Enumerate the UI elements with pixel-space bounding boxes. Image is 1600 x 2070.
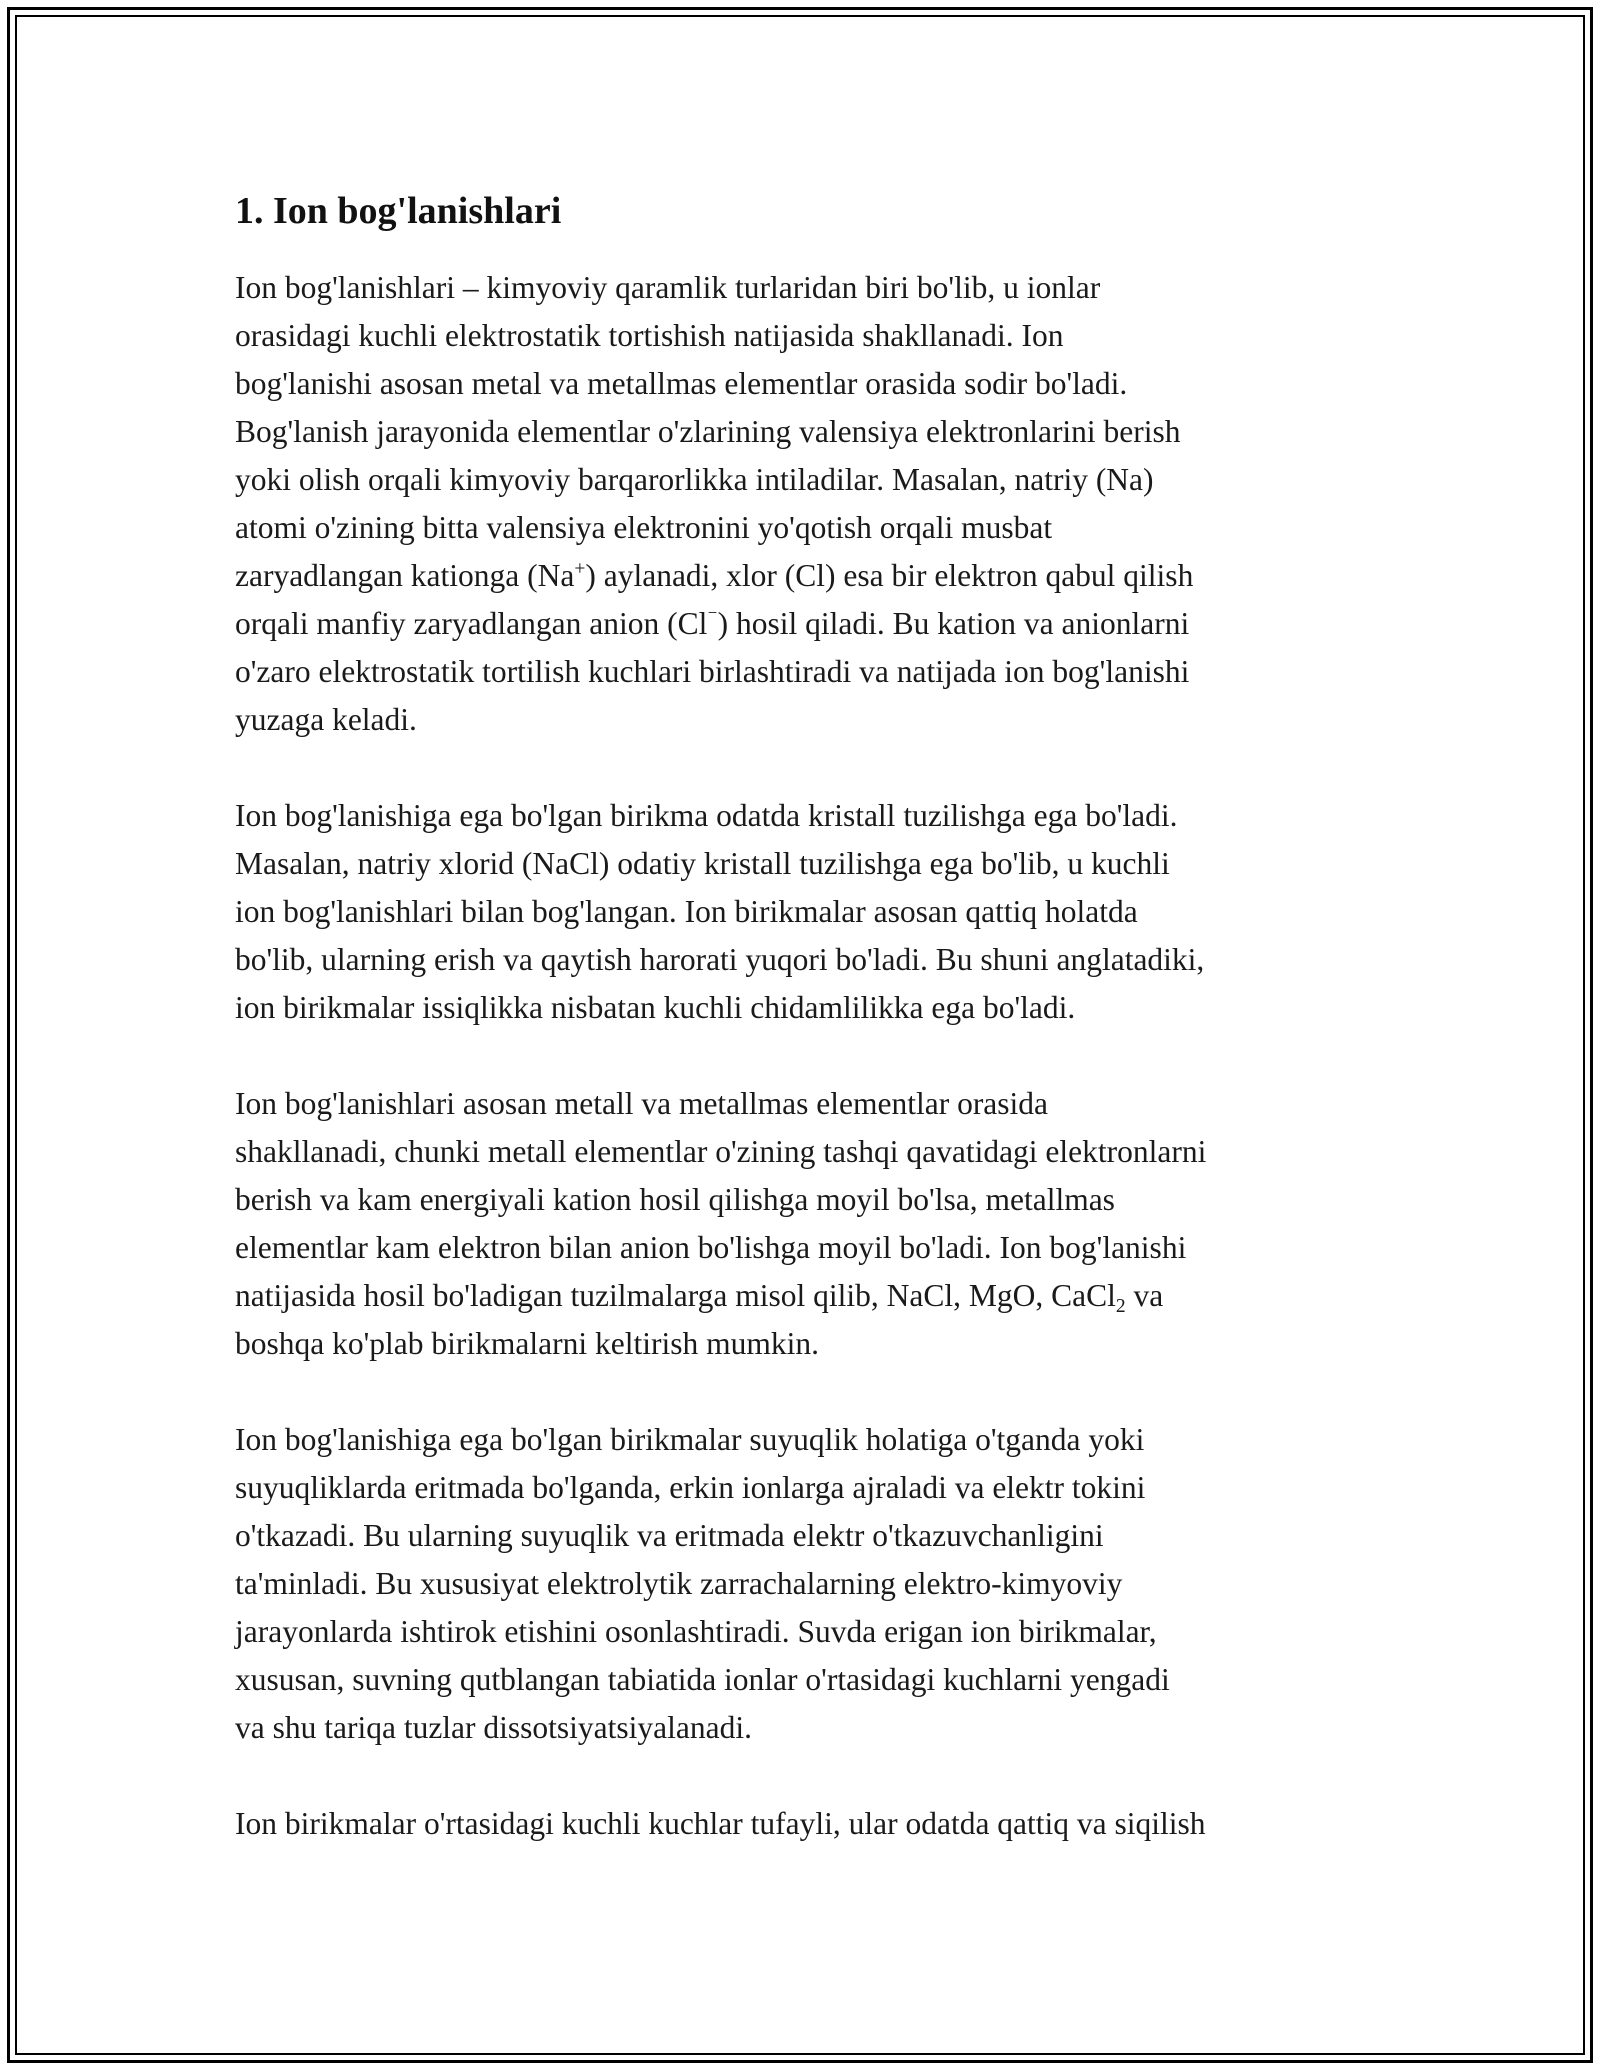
text-line: Ion bog'lanishiga ega bo'lgan birikma odatda kristall tuzilishga ega bo'ladi. xyxy=(235,797,1178,833)
paragraph-ionic-bond-definition xyxy=(235,264,1375,744)
text-line: yoki olish orqali kimyoviy barqarorlikka intiladilar. Masalan, natriy (Na) xyxy=(235,461,1154,497)
text-line: o'tkazadi. Bu ularning suyuqlik va eritmada elektr o'tkazuvchanligini xyxy=(235,1517,1104,1553)
text-line: Masalan, natriy xlorid (NaCl) odatiy kristall tuzilishga ega bo'lib, u kuchli xyxy=(235,845,1170,881)
text-line: Ion bog'lanishlari asosan metall va metallmas elementlar orasida xyxy=(235,1085,1049,1121)
text-line: bo'lib, ularning erish va qaytish harorati yuqori bo'ladi. Bu shuni anglatadiki, xyxy=(235,941,1205,977)
text-line: Ion bog'lanishlari – kimyoviy qaramlik turlaridan biri bo'lib, u ionlar xyxy=(235,269,1101,305)
text-line: berish va kam energiyali kation hosil qilishga moyil bo'lsa, metallmas xyxy=(235,1181,1115,1217)
subscript-two: 2 xyxy=(1115,1295,1126,1317)
text-line: atomi o'zining bitta valensiya elektronini yo'qotish orqali musbat xyxy=(235,509,1053,545)
text-segment: zaryadlangan kationga (Na xyxy=(235,557,575,593)
text-line: ion birikmalar issiqlikka nisbatan kuchli chidamlilikka ega bo'ladi. xyxy=(235,989,1076,1025)
text-segment: ) hosil qiladi. Bu kation va anionlarni xyxy=(717,605,1190,641)
text-segment: orqali manfiy zaryadlangan anion (Cl xyxy=(235,605,708,641)
text-line xyxy=(235,1272,1375,1320)
text-line xyxy=(235,552,1375,600)
text-segment: natijasida hosil bo'ladigan tuzilmalarga misol qilib, NaCl, MgO, CaCl xyxy=(235,1277,1116,1313)
text-line: Bog'lanish jarayonida elementlar o'zlarining valensiya elektronlarini berish xyxy=(235,413,1181,449)
text-line: jarayonlarda ishtirok etishini osonlashtiradi. Suvda erigan ion birikmalar, xyxy=(235,1613,1157,1649)
text-line: suyuqliklarda eritmada bo'lganda, erkin ionlarga ajraladi va elektr tokini xyxy=(235,1469,1146,1505)
text-line: xususan, suvning qutblangan tabiatida ionlar o'rtasidagi kuchlarni yengadi xyxy=(235,1661,1170,1697)
text-line: Ion birikmalar o'rtasidagi kuchli kuchlar tufayli, ular odatda qattiq va siqilish xyxy=(235,1805,1206,1841)
text-line: shakllanadi, chunki metall elementlar o'zining tashqi qavatidagi elektronlarni xyxy=(235,1133,1207,1169)
text-segment: ) aylanadi, xlor (Cl) esa bir elektron qabul qilish xyxy=(585,557,1194,593)
paragraph-metal-nonmetal xyxy=(235,1080,1375,1368)
paragraph-conductivity xyxy=(235,1416,1375,1752)
text-line: Ion bog'lanishiga ega bo'lgan birikmalar suyuqlik holatiga o'tganda yoki xyxy=(235,1421,1145,1457)
document-body xyxy=(235,188,1375,1896)
text-line: boshqa ko'plab birikmalarni keltirish mumkin. xyxy=(235,1325,819,1361)
text-line: o'zaro elektrostatik tortilish kuchlari birlashtiradi va natijada ion bog'lanishi xyxy=(235,653,1190,689)
text-line: orasidagi kuchli elektrostatik tortishish natijasida shakllanadi. Ion xyxy=(235,317,1064,353)
text-line xyxy=(235,600,1375,648)
paragraph-crystal-structure xyxy=(235,792,1375,1032)
section-heading: 1. Ion bog'lanishlari xyxy=(235,190,562,232)
text-line: elementlar kam elektron bilan anion bo'lishga moyil bo'ladi. Ion bog'lanishi xyxy=(235,1229,1187,1265)
text-line: ta'minladi. Bu xususiyat elektrolytik zarrachalarning elektro-kimyoviy xyxy=(235,1565,1123,1601)
text-line: bog'lanishi asosan metal va metallmas elementlar orasida sodir bo'ladi. xyxy=(235,365,1128,401)
paragraph-strong-forces xyxy=(235,1800,1375,1848)
superscript-minus: ⁻ xyxy=(707,605,718,627)
superscript-plus: + xyxy=(574,557,586,579)
text-segment: va xyxy=(1125,1277,1164,1313)
text-line: va shu tariqa tuzlar dissotsiyatsiyalanadi. xyxy=(235,1709,752,1745)
text-line: ion bog'lanishlari bilan bog'langan. Ion birikmalar asosan qattiq holatda xyxy=(235,893,1138,929)
text-line: yuzaga keladi. xyxy=(235,701,417,737)
